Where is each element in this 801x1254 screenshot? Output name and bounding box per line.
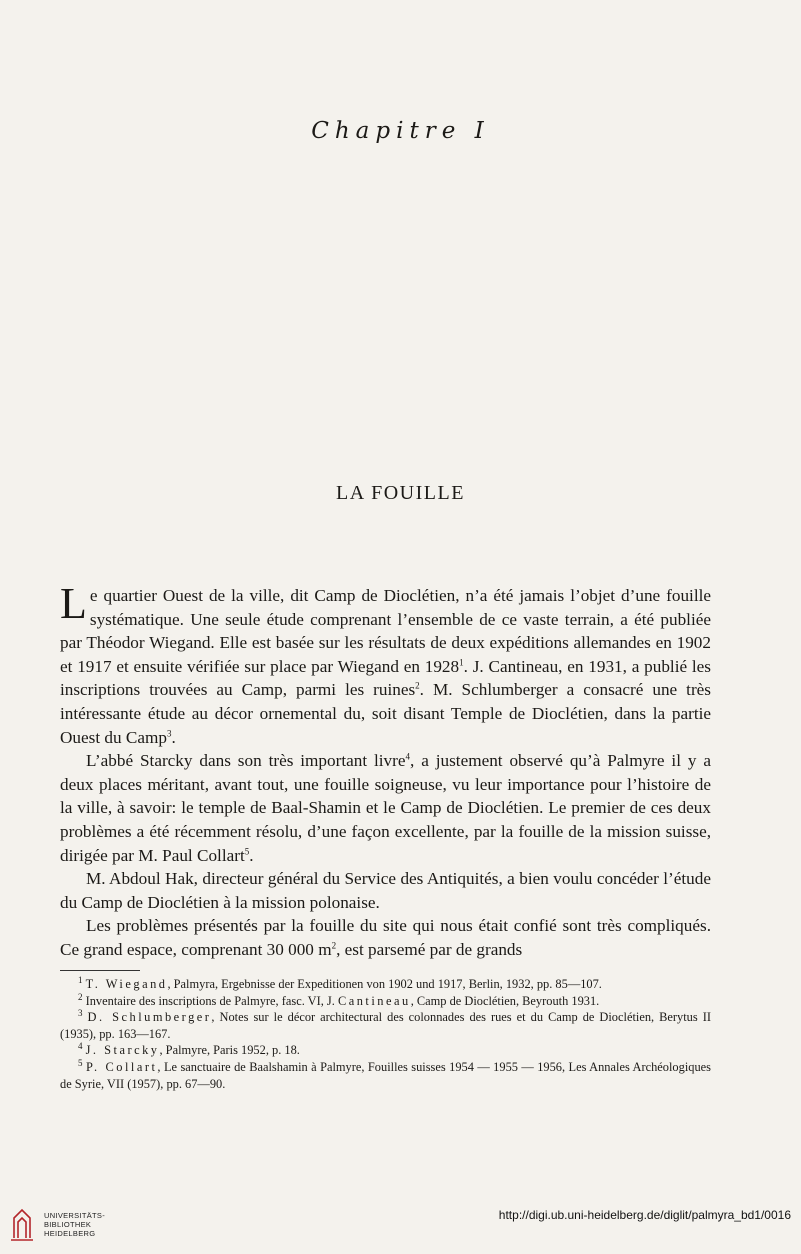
paragraph-1 [60, 579, 711, 749]
footnote-author: J. Starcky [85, 1043, 160, 1058]
paragraph-2-text-b: , a justement observé qu’à Palmyre il y a deux places méritant, avant tout, une fouille soigneuse, vu leur importance pour l’histoire de la ville, à savoir: le temple de Baal-Shamin et le Camp de Dioclétien. Le premier de ces deux problèmes a été récemment résolu, d’une façon excellente, par la fouille de la mission suisse, dirigée par M. Paul Collart [60, 751, 711, 865]
paragraph-4-text-a: Les problèmes présentés par la fouille du site qui nous était confié sont très compliqués. Ce grand espace, comprenant 30 000 m [60, 916, 711, 959]
footnote-1 [60, 976, 711, 993]
footnote-author: P. Collart [85, 1059, 158, 1074]
footnote-4 [60, 1042, 711, 1059]
footnote-ref-3: 3 [166, 727, 172, 738]
footnote-ref-2: 2 [415, 680, 420, 691]
footnote-author: D. Schlumberger [87, 1010, 212, 1025]
footnote-divider [60, 970, 140, 971]
paragraph-4 [60, 914, 711, 961]
paragraph-1-text-b: . J. Cantineau, en 1931, a publié les inscriptions trouvées au Camp, parmi les ruines [60, 656, 711, 700]
footnote-text: , Le sanctuaire de Baalshamin à Palmyre, Fouilles suisses 1954 — 1955 — 1956, Les Annales Archéologiques de Syrie, VII (1957), pp. 67—90. [60, 1059, 711, 1091]
library-name-line-2: BIBLIOTHEK [44, 1220, 92, 1229]
library-name-line-1: UNIVERSITÄTS- [44, 1211, 105, 1220]
paragraph-2 [60, 749, 711, 867]
footnote-author: Cantineau [337, 993, 411, 1008]
paragraph-4-text-b: , est parsemé par de grands [336, 939, 523, 959]
paragraph-3: M. Abdoul Hak, directeur général du Service des Antiquités, a bien voulu concéder l’étude du Camp de Dioclétien à la mission polonaise. [60, 869, 711, 912]
paragraph-1-text-c: . M. Schlumberger a consacré une très intéressante étude au décor ornemental du, soit disant Temple de Dioclétien, dans la partie Ouest du Camp [60, 680, 711, 747]
paragraph-1-text-a: e quartier Ouest de la ville, dit Camp de Dioclétien, n’a été jamais l’objet d’une fouille systématique. Une seule étude comprenant l’ensemble de ce vaste terrain, a été publiée par Théodor Wiegand. Elle est basée sur les résultats de deux expéditions allemandes en 1902 et 1917 et ensuite vérifiée sur place par Wiegand en 1928 [60, 586, 711, 676]
paragraph-1-text-d: . [171, 727, 176, 747]
body-text [60, 579, 711, 962]
footnote-2 [60, 993, 711, 1010]
footnote-3 [60, 1009, 711, 1042]
footnote-5 [60, 1059, 711, 1092]
paragraph-2-text-c: . [249, 845, 254, 865]
library-name-line-3: HEIDELBERG [44, 1229, 96, 1238]
drop-cap: L [60, 579, 87, 628]
footnote-text: , Notes sur le décor architectural des colonnades des rues et du Camp de Dioclétien, Berytus II (1935), pp. 163—167. [60, 1010, 711, 1041]
library-name [44, 1211, 105, 1238]
footnote-prefix: Inventaire des inscriptions de Palmyre, fasc. VI, J. [85, 993, 338, 1008]
chapter-heading: Chapitre I [311, 118, 490, 144]
footnotes [60, 976, 711, 1092]
paragraph-2-text-a: L’abbé Starcky dans son très important livre [86, 751, 406, 771]
footnote-number: 3 [78, 1008, 83, 1019]
footnote-number: 5 [78, 1057, 83, 1068]
footnote-text: , Palmyra, Ergebnisse der Expeditionen von 1902 und 1917, Berlin, 1932, pp. 85—107. [167, 977, 602, 991]
footnote-ref-4: 4 [405, 751, 411, 762]
footnote-author: T. Wiegand [85, 977, 168, 991]
footnote-ref-5: 5 [244, 845, 250, 856]
source-url-link[interactable]: http://digi.ub.uni-heidelberg.de/diglit/palmyra_bd1/0016 [498, 1208, 791, 1222]
footnote-number: 4 [78, 1041, 83, 1052]
footnote-number: 1 [78, 974, 83, 985]
footnote-text: , Camp de Dioclétien, Beyrouth 1931. [410, 993, 600, 1008]
footnote-ref-1: 1 [459, 657, 464, 668]
footnote-number: 2 [78, 991, 83, 1002]
section-title: LA FOUILLE [336, 482, 465, 504]
footnote-text: , Palmyre, Paris 1952, p. 18. [159, 1043, 300, 1058]
superscript-2: 2 [331, 940, 337, 951]
